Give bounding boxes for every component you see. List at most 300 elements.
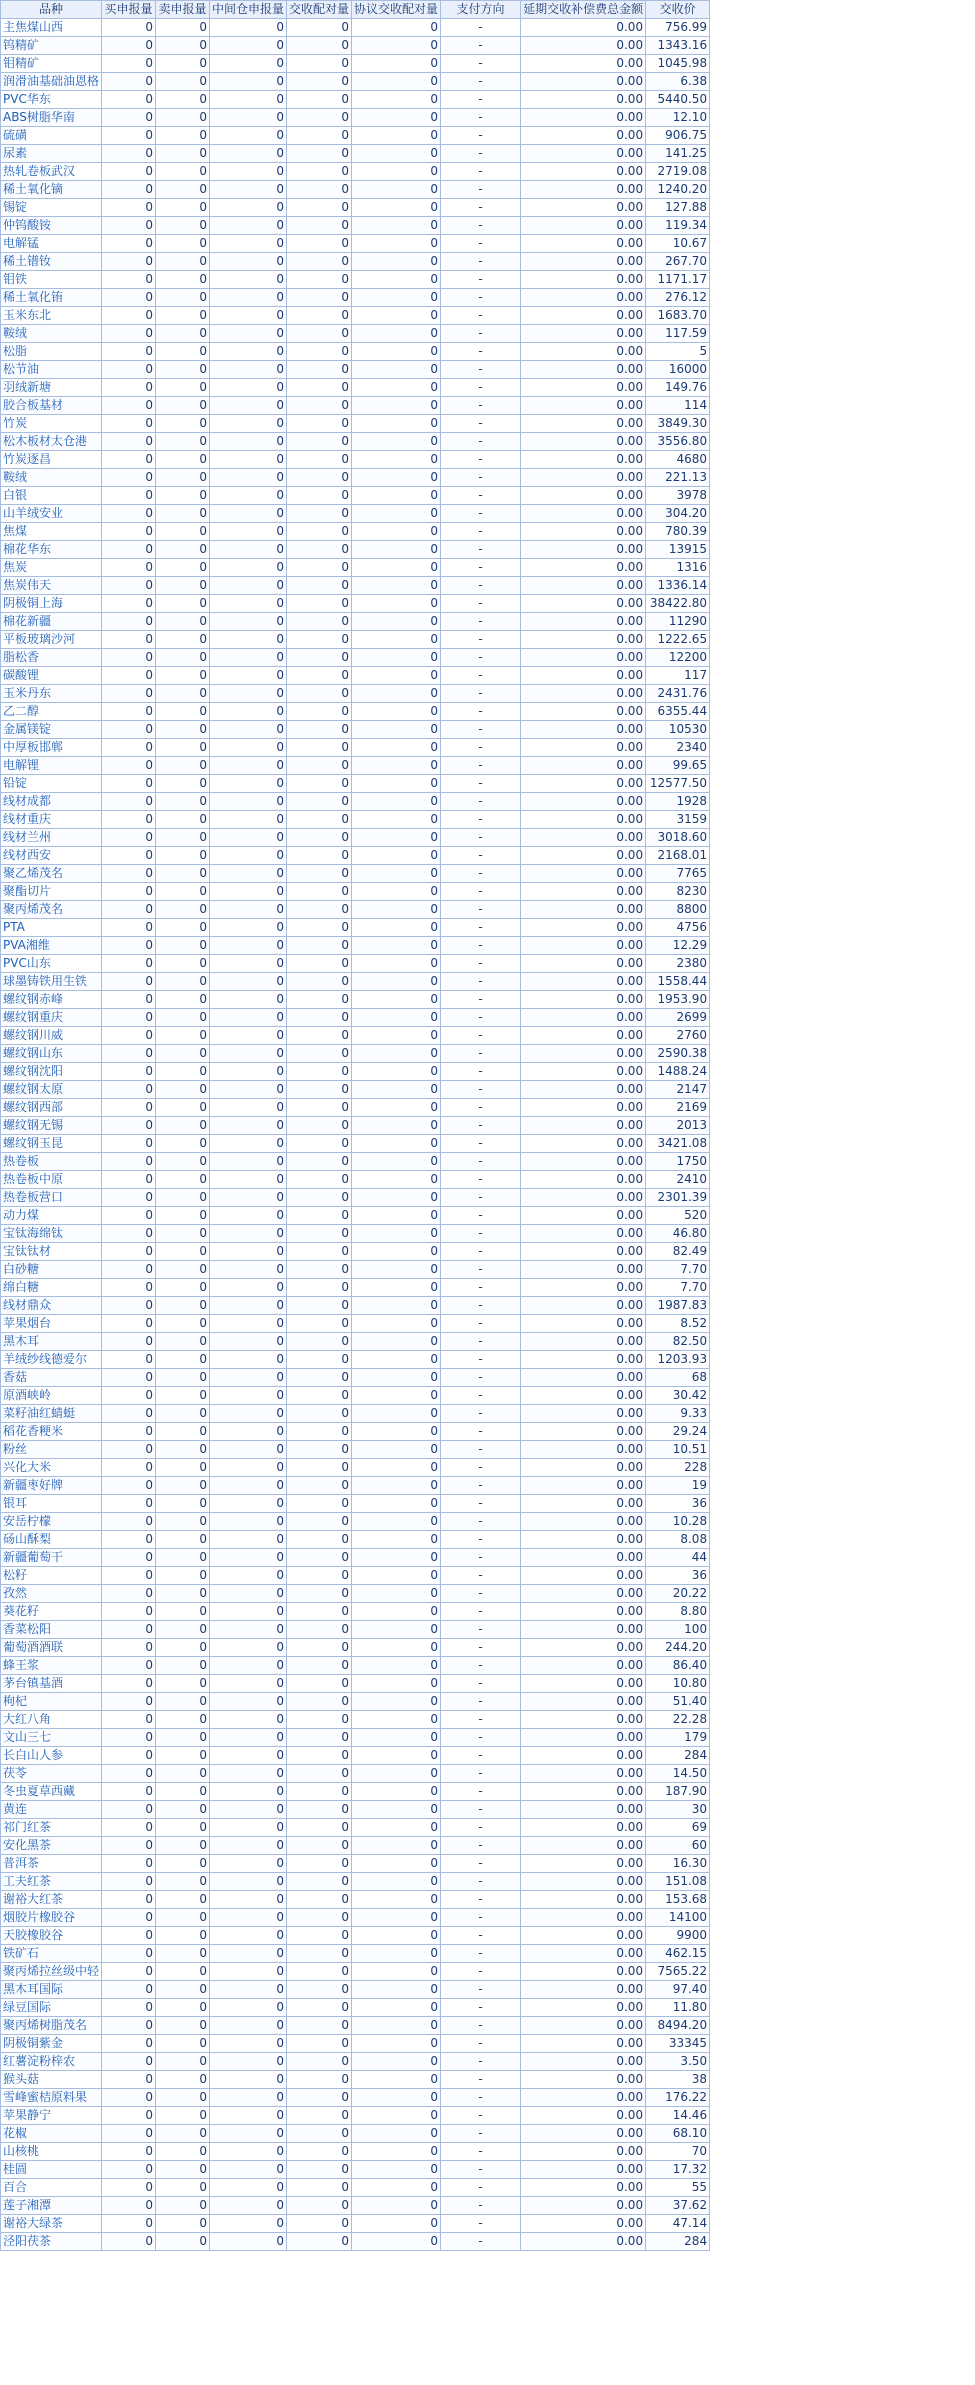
col-variety-cell[interactable]: 安化黑茶 <box>1 1837 102 1855</box>
col-variety-cell[interactable]: 线材成都 <box>1 793 102 811</box>
col-variety-cell[interactable]: 螺纹钢重庆 <box>1 1009 102 1027</box>
col-settlement-price-cell: 19 <box>646 1477 710 1495</box>
col-payment-direction-cell: - <box>441 325 521 343</box>
col-variety-cell[interactable]: 绿豆国际 <box>1 1999 102 2017</box>
col-payment-direction-cell: - <box>441 1153 521 1171</box>
col-variety-cell[interactable]: 粉丝 <box>1 1441 102 1459</box>
col-settlement-price-cell: 462.15 <box>646 1945 710 1963</box>
table-row <box>1 2017 710 2035</box>
col-mid-warehouse-qty-cell: 0 <box>210 1153 287 1171</box>
table-row <box>1 2233 710 2251</box>
col-deferred-fee-total-cell: 0.00 <box>521 1243 646 1261</box>
col-agreement-matched-qty-cell: 0 <box>352 1495 441 1513</box>
col-variety-cell[interactable]: 棉花新疆 <box>1 613 102 631</box>
col-payment-direction-cell: - <box>441 145 521 163</box>
col-matched-qty-cell: 0 <box>287 793 352 811</box>
col-variety-cell[interactable]: 枸杞 <box>1 1693 102 1711</box>
col-matched-qty-cell: 0 <box>287 919 352 937</box>
col-agreement-matched-qty-cell: 0 <box>352 2071 441 2089</box>
col-variety-cell[interactable]: 山羊绒安业 <box>1 505 102 523</box>
col-variety-cell[interactable]: 热轧卷板武汉 <box>1 163 102 181</box>
table-row <box>1 37 710 55</box>
col-mid-warehouse-qty-cell: 0 <box>210 1981 287 1999</box>
col-matched-qty-cell: 0 <box>287 1009 352 1027</box>
col-variety-cell[interactable]: 祁门红茶 <box>1 1819 102 1837</box>
col-variety-cell[interactable]: 钼精矿 <box>1 55 102 73</box>
table-row <box>1 1279 710 1297</box>
col-agreement-matched-qty-cell: 0 <box>352 1837 441 1855</box>
col-payment-direction-cell: - <box>441 397 521 415</box>
col-variety-cell[interactable]: 阴极铜上海 <box>1 595 102 613</box>
col-buy-qty-cell: 0 <box>102 1603 156 1621</box>
col-variety-cell[interactable]: 尿素 <box>1 145 102 163</box>
col-mid-warehouse-qty-cell: 0 <box>210 1711 287 1729</box>
col-sell-qty-cell: 0 <box>156 235 210 253</box>
col-payment-direction-cell: - <box>441 487 521 505</box>
col-variety-cell[interactable]: 螺纹钢川威 <box>1 1027 102 1045</box>
col-matched-qty-cell: 0 <box>287 1747 352 1765</box>
table-row <box>1 1351 710 1369</box>
col-variety-cell[interactable]: 黄连 <box>1 1801 102 1819</box>
col-deferred-fee-total-cell: 0.00 <box>521 2143 646 2161</box>
col-variety-cell[interactable]: 球墨铸铁用生铁 <box>1 973 102 991</box>
col-payment-direction-cell: - <box>441 1567 521 1585</box>
col-variety-cell[interactable]: 线材兰州 <box>1 829 102 847</box>
col-variety-cell[interactable]: 中厚板邯郸 <box>1 739 102 757</box>
col-variety-cell[interactable]: 普洱茶 <box>1 1855 102 1873</box>
table-row <box>1 397 710 415</box>
col-sell-qty-cell: 0 <box>156 1801 210 1819</box>
col-variety-cell[interactable]: PVC华东 <box>1 91 102 109</box>
col-variety-cell[interactable]: 苹果烟台 <box>1 1315 102 1333</box>
col-variety-cell[interactable]: 电解锰 <box>1 235 102 253</box>
col-mid-warehouse-qty-cell: 0 <box>210 1135 287 1153</box>
col-buy-qty-cell: 0 <box>102 1585 156 1603</box>
col-sell-qty-cell: 0 <box>156 163 210 181</box>
col-variety-cell[interactable]: 兴化大米 <box>1 1459 102 1477</box>
col-agreement-matched-qty-cell: 0 <box>352 559 441 577</box>
col-settlement-price-cell: 2147 <box>646 1081 710 1099</box>
table-row <box>1 991 710 1009</box>
col-variety-cell[interactable]: 金属镁锭 <box>1 721 102 739</box>
col-agreement-matched-qty-cell: 0 <box>352 901 441 919</box>
col-variety-cell[interactable]: 钨精矿 <box>1 37 102 55</box>
col-variety-cell[interactable]: 稻花香粳米 <box>1 1423 102 1441</box>
col-settlement-price-cell: 44 <box>646 1549 710 1567</box>
col-variety-cell[interactable]: 葡萄酒酒联 <box>1 1639 102 1657</box>
table-row <box>1 451 710 469</box>
col-variety-cell[interactable]: 文山三七 <box>1 1729 102 1747</box>
col-payment-direction-cell: - <box>441 2017 521 2035</box>
col-variety-cell[interactable]: 聚丙烯拉丝级中轻 <box>1 1963 102 1981</box>
col-variety-cell[interactable]: 聚酯切片 <box>1 883 102 901</box>
col-variety-cell[interactable]: 羽绒新塘 <box>1 379 102 397</box>
col-variety-cell[interactable]: 热卷板中原 <box>1 1171 102 1189</box>
col-variety-cell[interactable]: 羊绒纱线德爱尔 <box>1 1351 102 1369</box>
col-variety-cell[interactable]: 脂松香 <box>1 649 102 667</box>
col-variety-cell[interactable]: 蜂王浆 <box>1 1657 102 1675</box>
col-mid-warehouse-qty-cell: 0 <box>210 1045 287 1063</box>
col-deferred-fee-total-cell: 0.00 <box>521 217 646 235</box>
col-variety-cell[interactable]: 稀土氧化镝 <box>1 181 102 199</box>
table-row <box>1 1297 710 1315</box>
col-variety-cell[interactable]: 泾阳茯茶 <box>1 2233 102 2251</box>
col-buy-qty-cell: 0 <box>102 1531 156 1549</box>
col-variety-cell[interactable]: 碳酸锂 <box>1 667 102 685</box>
col-agreement-matched-qty-cell: 0 <box>352 1513 441 1531</box>
col-variety-cell[interactable]: 烟胶片橡胶谷 <box>1 1909 102 1927</box>
col-variety-cell[interactable]: 乙二醇 <box>1 703 102 721</box>
col-variety-cell[interactable]: 白砂糖 <box>1 1261 102 1279</box>
col-settlement-price-cell: 244.20 <box>646 1639 710 1657</box>
col-buy-qty-cell: 0 <box>102 1855 156 1873</box>
col-payment-direction-cell: - <box>441 1441 521 1459</box>
col-variety-cell[interactable]: 大红八角 <box>1 1711 102 1729</box>
col-variety-cell[interactable]: 茯苓 <box>1 1765 102 1783</box>
col-matched-qty-cell: 0 <box>287 415 352 433</box>
col-variety-cell[interactable]: 螺纹钢赤峰 <box>1 991 102 1009</box>
col-variety-cell[interactable]: 葵花籽 <box>1 1603 102 1621</box>
col-settlement-price-cell: 38422.80 <box>646 595 710 613</box>
col-variety-cell[interactable]: 黑木耳国际 <box>1 1981 102 1999</box>
col-settlement-price-cell: 1488.24 <box>646 1063 710 1081</box>
col-variety-cell[interactable]: 雪峰蜜桔原料果 <box>1 2089 102 2107</box>
col-variety-cell[interactable]: 苹果静宁 <box>1 2107 102 2125</box>
col-variety-cell[interactable]: 线材西安 <box>1 847 102 865</box>
col-variety-cell[interactable]: 螺纹钢无锡 <box>1 1117 102 1135</box>
col-buy-qty-cell: 0 <box>102 253 156 271</box>
col-payment-direction-cell: - <box>441 379 521 397</box>
col-variety-cell[interactable]: 绵白糖 <box>1 1279 102 1297</box>
col-mid-warehouse-qty-cell: 0 <box>210 271 287 289</box>
col-buy-qty-cell: 0 <box>102 2143 156 2161</box>
col-settlement-price-cell: 179 <box>646 1729 710 1747</box>
col-variety-cell[interactable]: 谢裕大绿茶 <box>1 2215 102 2233</box>
col-deferred-fee-total-cell: 0.00 <box>521 127 646 145</box>
col-variety-cell[interactable]: 稀土镨钕 <box>1 253 102 271</box>
col-variety-cell[interactable]: 菜籽油红蜻蜓 <box>1 1405 102 1423</box>
col-variety-cell[interactable]: PVA湘维 <box>1 937 102 955</box>
col-payment-direction-cell: - <box>441 1297 521 1315</box>
col-payment-direction-cell: - <box>441 829 521 847</box>
col-variety-cell[interactable]: 新疆枣好牌 <box>1 1477 102 1495</box>
col-buy-qty-cell: 0 <box>102 1837 156 1855</box>
col-mid-warehouse-qty-cell: 0 <box>210 1297 287 1315</box>
col-variety-cell[interactable]: 百合 <box>1 2179 102 2197</box>
col-mid-warehouse-qty-cell: 0 <box>210 73 287 91</box>
table-row <box>1 379 710 397</box>
table-row <box>1 523 710 541</box>
col-variety-cell[interactable]: 红薯淀粉梓农 <box>1 2053 102 2071</box>
col-variety-cell[interactable]: 山核桃 <box>1 2143 102 2161</box>
col-variety-cell[interactable]: 焦炭 <box>1 559 102 577</box>
col-mid-warehouse-qty-cell: 0 <box>210 2053 287 2071</box>
col-variety-cell[interactable]: 聚丙烯茂名 <box>1 901 102 919</box>
col-settlement-price-cell: 304.20 <box>646 505 710 523</box>
col-matched-qty-cell: 0 <box>287 1315 352 1333</box>
col-mid-warehouse-qty-cell: 0 <box>210 1693 287 1711</box>
table-row <box>1 145 710 163</box>
col-variety-cell[interactable]: 香菜松阳 <box>1 1621 102 1639</box>
col-variety-cell[interactable]: 松木板材太仓港 <box>1 433 102 451</box>
col-settlement-price-cell: 2380 <box>646 955 710 973</box>
col-buy-qty-cell: 0 <box>102 2179 156 2197</box>
col-variety-cell[interactable]: 鞍绒 <box>1 469 102 487</box>
col-deferred-fee-total-cell: 0.00 <box>521 2179 646 2197</box>
col-variety-cell[interactable]: 桂圆 <box>1 2161 102 2179</box>
col-variety-cell[interactable]: 玉米东北 <box>1 307 102 325</box>
col-deferred-fee-total-cell: 0.00 <box>521 289 646 307</box>
col-variety-cell[interactable]: 黑木耳 <box>1 1333 102 1351</box>
col-variety-cell[interactable]: PTA <box>1 919 102 937</box>
col-payment-direction-cell: - <box>441 2053 521 2071</box>
col-settlement-price-cell: 276.12 <box>646 289 710 307</box>
col-buy-qty-cell: 0 <box>102 1279 156 1297</box>
col-sell-qty-cell: 0 <box>156 883 210 901</box>
col-settlement-price-cell: 30.42 <box>646 1387 710 1405</box>
col-deferred-fee-total-cell: 0.00 <box>521 505 646 523</box>
col-variety-cell[interactable]: 宝钛钛材 <box>1 1243 102 1261</box>
col-settlement-price-cell: 2169 <box>646 1099 710 1117</box>
col-variety-cell[interactable]: 仲钨酸铵 <box>1 217 102 235</box>
col-buy-qty-cell: 0 <box>102 631 156 649</box>
col-buy-qty-cell: 0 <box>102 1639 156 1657</box>
col-mid-warehouse-qty-cell: 0 <box>210 19 287 37</box>
col-agreement-matched-qty-cell: 0 <box>352 829 441 847</box>
col-variety-cell[interactable]: 银耳 <box>1 1495 102 1513</box>
col-matched-qty-cell: 0 <box>287 1387 352 1405</box>
col-mid-warehouse-qty-cell: 0 <box>210 2035 287 2053</box>
col-payment-direction-cell: - <box>441 181 521 199</box>
col-sell-qty-cell: 0 <box>156 2107 210 2125</box>
col-buy-qty-cell: 0 <box>102 91 156 109</box>
col-variety-cell[interactable]: 猴头菇 <box>1 2071 102 2089</box>
col-variety-cell[interactable]: 铁矿石 <box>1 1945 102 1963</box>
col-variety-cell[interactable]: 花椒 <box>1 2125 102 2143</box>
col-variety-cell[interactable]: 竹炭逐昌 <box>1 451 102 469</box>
col-mid-warehouse-qty-cell: 0 <box>210 343 287 361</box>
col-buy-qty-cell: 0 <box>102 1387 156 1405</box>
col-variety-cell[interactable]: 新疆葡萄干 <box>1 1549 102 1567</box>
table-row <box>1 883 710 901</box>
col-variety-cell[interactable]: 白银 <box>1 487 102 505</box>
col-variety-cell[interactable]: 棉花华东 <box>1 541 102 559</box>
col-deferred-fee-total-cell: 0.00 <box>521 1873 646 1891</box>
col-agreement-matched-qty-cell: 0 <box>352 1927 441 1945</box>
col-variety-cell[interactable]: 热卷板营口 <box>1 1189 102 1207</box>
col-mid-warehouse-qty-cell: 0 <box>210 865 287 883</box>
col-variety-cell[interactable]: 螺纹钢玉昆 <box>1 1135 102 1153</box>
col-variety-cell[interactable]: 螺纹钢沈阳 <box>1 1063 102 1081</box>
col-variety-cell[interactable]: 线材重庆 <box>1 811 102 829</box>
col-variety-cell[interactable]: 热卷板 <box>1 1153 102 1171</box>
col-variety-cell[interactable]: 阴极铜紫金 <box>1 2035 102 2053</box>
col-sell-qty-cell: 0 <box>156 415 210 433</box>
col-sell-qty-cell: 0 <box>156 1783 210 1801</box>
col-variety-cell[interactable]: 安岳柠檬 <box>1 1513 102 1531</box>
col-settlement-price-cell: 1750 <box>646 1153 710 1171</box>
col-variety-cell[interactable]: 铅锭 <box>1 775 102 793</box>
table-row <box>1 793 710 811</box>
col-agreement-matched-qty-cell: 0 <box>352 1657 441 1675</box>
col-settlement-price-cell: 10.80 <box>646 1675 710 1693</box>
col-mid-warehouse-qty-cell: 0 <box>210 1657 287 1675</box>
table-row <box>1 1027 710 1045</box>
col-variety-cell[interactable]: 螺纹钢西部 <box>1 1099 102 1117</box>
table-row <box>1 721 710 739</box>
col-buy-qty-cell: 0 <box>102 1927 156 1945</box>
col-settlement-price-cell: 97.40 <box>646 1981 710 1999</box>
col-variety-cell[interactable]: 稀土氧化铕 <box>1 289 102 307</box>
col-deferred-fee-total-cell: 0.00 <box>521 2089 646 2107</box>
col-buy-qty-cell: 0 <box>102 2089 156 2107</box>
col-settlement-price-cell: 70 <box>646 2143 710 2161</box>
col-variety-cell[interactable]: 宝钛海绵钛 <box>1 1225 102 1243</box>
col-variety-cell[interactable]: 冬虫夏草西藏 <box>1 1783 102 1801</box>
col-settlement-price-cell: 14100 <box>646 1909 710 1927</box>
col-matched-qty-cell: 0 <box>287 901 352 919</box>
table-row <box>1 181 710 199</box>
col-matched-qty-cell: 0 <box>287 271 352 289</box>
col-mid-warehouse-qty-cell: 0 <box>210 505 287 523</box>
col-agreement-matched-qty-cell: 0 <box>352 469 441 487</box>
col-deferred-fee-total-cell: 0.00 <box>521 469 646 487</box>
table-row <box>1 1189 710 1207</box>
col-mid-warehouse-qty-cell: 0 <box>210 397 287 415</box>
header-col-deferred-fee-total: 延期交收补偿费总金额 <box>521 1 646 19</box>
col-matched-qty-cell: 0 <box>287 2071 352 2089</box>
col-variety-cell[interactable]: 玉米丹东 <box>1 685 102 703</box>
col-variety-cell[interactable]: ABS树脂华南 <box>1 109 102 127</box>
col-variety-cell[interactable]: 锡锭 <box>1 199 102 217</box>
col-payment-direction-cell: - <box>441 523 521 541</box>
col-variety-cell[interactable]: PVC山东 <box>1 955 102 973</box>
table-row <box>1 1549 710 1567</box>
col-variety-cell[interactable]: 砀山酥梨 <box>1 1531 102 1549</box>
col-variety-cell[interactable]: 胶合板基材 <box>1 397 102 415</box>
col-sell-qty-cell: 0 <box>156 1513 210 1531</box>
col-variety-cell[interactable]: 鞍绒 <box>1 325 102 343</box>
col-settlement-price-cell: 47.14 <box>646 2215 710 2233</box>
col-matched-qty-cell: 0 <box>287 1135 352 1153</box>
col-settlement-price-cell: 2013 <box>646 1117 710 1135</box>
col-deferred-fee-total-cell: 0.00 <box>521 991 646 1009</box>
col-matched-qty-cell: 0 <box>287 1819 352 1837</box>
col-settlement-price-cell: 4756 <box>646 919 710 937</box>
col-variety-cell[interactable]: 竹炭 <box>1 415 102 433</box>
col-variety-cell[interactable]: 螺纹钢太原 <box>1 1081 102 1099</box>
col-payment-direction-cell: - <box>441 1459 521 1477</box>
col-mid-warehouse-qty-cell: 0 <box>210 1027 287 1045</box>
col-variety-cell[interactable]: 松籽 <box>1 1567 102 1585</box>
col-variety-cell[interactable]: 孜然 <box>1 1585 102 1603</box>
col-payment-direction-cell: - <box>441 1765 521 1783</box>
col-deferred-fee-total-cell: 0.00 <box>521 613 646 631</box>
col-settlement-price-cell: 8230 <box>646 883 710 901</box>
col-sell-qty-cell: 0 <box>156 2197 210 2215</box>
table-row <box>1 73 710 91</box>
col-sell-qty-cell: 0 <box>156 1153 210 1171</box>
col-variety-cell[interactable]: 硫磺 <box>1 127 102 145</box>
col-variety-cell[interactable]: 茅台镇基酒 <box>1 1675 102 1693</box>
col-matched-qty-cell: 0 <box>287 1945 352 1963</box>
col-buy-qty-cell: 0 <box>102 1495 156 1513</box>
col-agreement-matched-qty-cell: 0 <box>352 937 441 955</box>
col-buy-qty-cell: 0 <box>102 1513 156 1531</box>
col-variety-cell[interactable]: 聚乙烯茂名 <box>1 865 102 883</box>
col-variety-cell[interactable]: 谢裕大红茶 <box>1 1891 102 1909</box>
col-buy-qty-cell: 0 <box>102 217 156 235</box>
col-matched-qty-cell: 0 <box>287 217 352 235</box>
col-settlement-price-cell: 1558.44 <box>646 973 710 991</box>
col-matched-qty-cell: 0 <box>287 2053 352 2071</box>
col-payment-direction-cell: - <box>441 1135 521 1153</box>
col-buy-qty-cell: 0 <box>102 127 156 145</box>
col-settlement-price-cell: 8800 <box>646 901 710 919</box>
col-variety-cell[interactable]: 钼铁 <box>1 271 102 289</box>
col-matched-qty-cell: 0 <box>287 1765 352 1783</box>
col-agreement-matched-qty-cell: 0 <box>352 1441 441 1459</box>
col-payment-direction-cell: - <box>441 1621 521 1639</box>
col-mid-warehouse-qty-cell: 0 <box>210 703 287 721</box>
col-buy-qty-cell: 0 <box>102 721 156 739</box>
col-variety-cell[interactable]: 主焦煤山西 <box>1 19 102 37</box>
col-variety-cell[interactable]: 香菇 <box>1 1369 102 1387</box>
col-agreement-matched-qty-cell: 0 <box>352 271 441 289</box>
col-mid-warehouse-qty-cell: 0 <box>210 1837 287 1855</box>
col-mid-warehouse-qty-cell: 0 <box>210 973 287 991</box>
col-variety-cell[interactable]: 焦煤 <box>1 523 102 541</box>
col-variety-cell[interactable]: 莲子湘潭 <box>1 2197 102 2215</box>
col-variety-cell[interactable]: 松节油 <box>1 361 102 379</box>
col-deferred-fee-total-cell: 0.00 <box>521 1855 646 1873</box>
col-variety-cell[interactable]: 长白山人参 <box>1 1747 102 1765</box>
col-matched-qty-cell: 0 <box>287 1621 352 1639</box>
col-variety-cell[interactable]: 螺纹钢山东 <box>1 1045 102 1063</box>
col-variety-cell[interactable]: 动力煤 <box>1 1207 102 1225</box>
col-variety-cell[interactable]: 线材鼎众 <box>1 1297 102 1315</box>
col-variety-cell[interactable]: 焦炭伟天 <box>1 577 102 595</box>
col-buy-qty-cell: 0 <box>102 2233 156 2251</box>
col-variety-cell[interactable]: 工夫红茶 <box>1 1873 102 1891</box>
col-payment-direction-cell: - <box>441 1999 521 2017</box>
col-agreement-matched-qty-cell: 0 <box>352 721 441 739</box>
col-variety-cell[interactable]: 聚丙烯树脂茂名 <box>1 2017 102 2035</box>
col-payment-direction-cell: - <box>441 217 521 235</box>
col-deferred-fee-total-cell: 0.00 <box>521 181 646 199</box>
col-matched-qty-cell: 0 <box>287 2125 352 2143</box>
col-settlement-price-cell: 82.50 <box>646 1333 710 1351</box>
col-agreement-matched-qty-cell: 0 <box>352 631 441 649</box>
col-variety-cell[interactable]: 天胶橡胶谷 <box>1 1927 102 1945</box>
col-variety-cell[interactable]: 原酒峡岭 <box>1 1387 102 1405</box>
col-matched-qty-cell: 0 <box>287 1243 352 1261</box>
col-sell-qty-cell: 0 <box>156 1891 210 1909</box>
col-deferred-fee-total-cell: 0.00 <box>521 865 646 883</box>
col-matched-qty-cell: 0 <box>287 595 352 613</box>
table-row <box>1 1225 710 1243</box>
col-variety-cell[interactable]: 润滑油基础油恩格 <box>1 73 102 91</box>
col-mid-warehouse-qty-cell: 0 <box>210 775 287 793</box>
table-row <box>1 2089 710 2107</box>
col-sell-qty-cell: 0 <box>156 1729 210 1747</box>
col-settlement-price-cell: 1045.98 <box>646 55 710 73</box>
col-variety-cell[interactable]: 电解锂 <box>1 757 102 775</box>
col-variety-cell[interactable]: 松脂 <box>1 343 102 361</box>
col-variety-cell[interactable]: 平板玻璃沙河 <box>1 631 102 649</box>
col-agreement-matched-qty-cell: 0 <box>352 109 441 127</box>
col-settlement-price-cell: 2168.01 <box>646 847 710 865</box>
